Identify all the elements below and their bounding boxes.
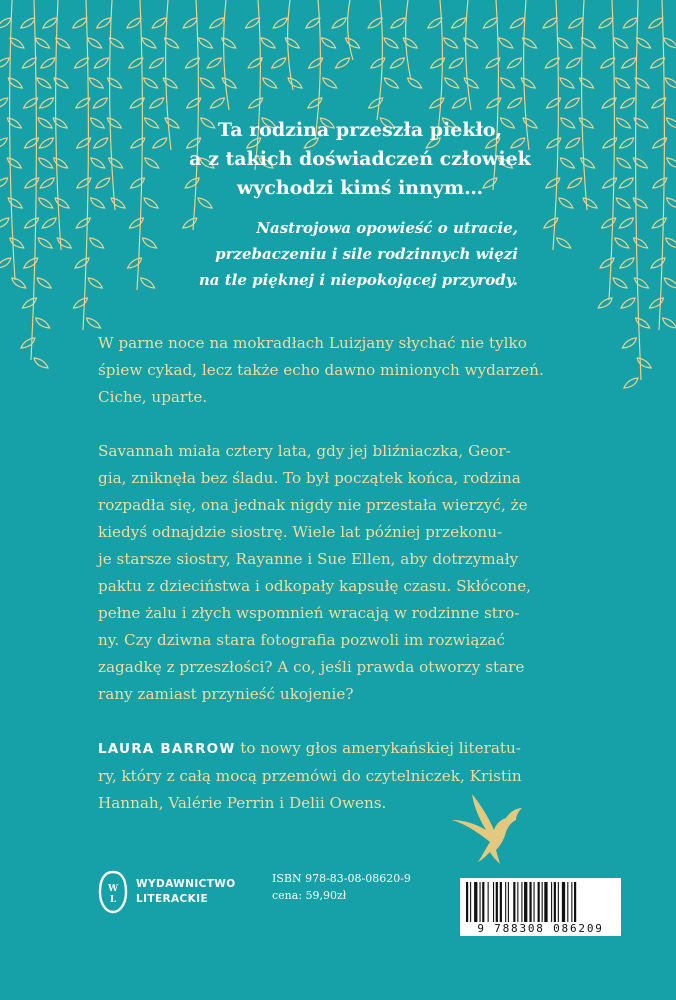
tagline-line: na tle pięknej i niepokojącej przyrody.: [198, 271, 518, 289]
paragraph-line: pełne żalu i złych wspomnień wracają w rodzinne stro-: [98, 604, 520, 622]
paragraph-2: [98, 438, 618, 708]
vine-leaf: [10, 238, 24, 248]
vine-leaf: [25, 218, 39, 228]
vine-leaf: [38, 118, 52, 128]
vine-leaf: [667, 198, 676, 208]
blurb: [98, 330, 618, 817]
publisher-name-line: WYDAWNICTWO: [136, 878, 236, 890]
vine-leaf: [369, 98, 383, 108]
vine-leaf: [143, 238, 157, 248]
vine-leaf: [91, 158, 105, 168]
paragraph-1: [98, 330, 618, 411]
vine-leaf: [559, 198, 573, 208]
barcode-bar: [505, 882, 506, 922]
barcode-bar: [488, 882, 489, 922]
vine-leaf: [666, 118, 676, 128]
vine-leaf: [198, 38, 212, 48]
vine-leaf: [39, 198, 53, 208]
vine-leaf: [96, 178, 110, 188]
vine-leaf: [452, 98, 466, 108]
barcode-bar: [521, 882, 522, 922]
headline-line: a z takich doświadczeń człowiek: [189, 148, 531, 170]
vine-leaf: [0, 138, 7, 148]
vine-leaf: [565, 98, 579, 108]
svg-text:W: W: [107, 884, 119, 894]
vine-leaf: [12, 278, 26, 288]
vine-leaf: [615, 238, 629, 248]
vine-leaf: [637, 38, 651, 48]
paragraph-line: śpiew cykad, lecz także echo dawno minionych wydarzeń.: [98, 361, 544, 379]
vine-leaf: [144, 198, 158, 208]
vine-leaf: [332, 18, 346, 28]
vine-leaf: [41, 58, 55, 68]
vine-leaf: [89, 78, 103, 88]
vine-leaf: [34, 358, 48, 368]
vine-leaf: [288, 78, 302, 88]
vine-leaf: [94, 58, 108, 68]
vine-leaf: [619, 178, 633, 188]
vine-leaf: [603, 178, 617, 188]
vine-leaf: [384, 38, 398, 48]
vine-leaf: [622, 58, 636, 68]
vine-leaf: [152, 18, 166, 28]
vine-leaf: [145, 118, 159, 128]
svg-text:L: L: [109, 895, 117, 905]
paragraph-line: [98, 735, 618, 763]
vine-leaf: [43, 18, 57, 28]
vine-leaf: [652, 218, 666, 228]
vine-leaf: [97, 18, 111, 28]
vine-leaf: [40, 178, 54, 188]
vine-leaf: [651, 58, 665, 68]
barcode-bar: [482, 882, 484, 922]
headline-line: wychodzi kimś innym…: [236, 177, 484, 199]
vine-leaf: [210, 18, 224, 28]
vine-leaf: [483, 18, 497, 28]
vine-leaf: [666, 238, 676, 248]
vine-leaf: [36, 38, 50, 48]
vine-leaf: [0, 218, 9, 228]
vine-leaf: [384, 78, 398, 88]
vine-leaf: [346, 38, 360, 48]
vine-leaf: [615, 78, 629, 88]
vine-leaf: [8, 78, 22, 88]
vine-leaf: [272, 58, 286, 68]
vine-leaf: [111, 198, 125, 208]
barcode-digits: 9 788308 086209: [477, 922, 604, 935]
paragraph-line: paktu z dzieciństwa i odkopały kapsułę czasu. Skłócone,: [98, 577, 532, 595]
vine-leaf: [249, 98, 263, 108]
barcode-bar: [496, 882, 498, 922]
vine-leaf: [36, 318, 50, 328]
vine-leaf: [600, 258, 614, 268]
vine-leaf: [408, 78, 422, 88]
vine-leaf: [263, 78, 277, 88]
vine-leaf: [141, 278, 155, 288]
vine-leaf: [557, 238, 571, 248]
vine-leaf: [664, 38, 676, 48]
vine-leaf: [634, 238, 648, 248]
vine-leaf: [568, 178, 582, 188]
vine-leaf: [637, 358, 651, 368]
vine-leaf: [24, 98, 38, 108]
vine-leaf: [634, 278, 648, 288]
vine-leaf: [129, 218, 143, 228]
vine-leaf: [391, 18, 405, 28]
paragraph-line: gia, zniknęła bez śladu. To był początek końca, rodzina: [98, 469, 521, 487]
vine-leaf: [54, 158, 68, 168]
barcode-bar: [544, 882, 547, 922]
vine-leaf: [42, 218, 56, 228]
vine-leaf: [273, 18, 287, 28]
vine-leaf: [145, 158, 159, 168]
paragraph-line: Hannah, Valérie Perrin i Delii Owens.: [98, 794, 387, 812]
barcode: [460, 878, 621, 936]
barcode-bar: [470, 882, 471, 922]
vine-leaf: [22, 298, 36, 308]
vine-leaf: [0, 58, 9, 68]
bird-in-flight-icon: [450, 790, 540, 870]
vine-leaf: [94, 138, 108, 148]
vine-leaf: [602, 218, 616, 228]
paragraph-line: ry, który z całą mocą przemówi do czytelniczek, Kristin: [98, 767, 522, 785]
barcode-bar: [538, 882, 540, 922]
barcode-bar: [551, 882, 552, 922]
vine-leaf: [21, 338, 35, 348]
vine-leaf: [523, 38, 537, 48]
vine-leaf: [109, 158, 123, 168]
barcode-bar: [466, 882, 468, 922]
vine-strand: [110, 0, 115, 210]
publisher-name: [136, 877, 236, 907]
barcode-bar: [534, 882, 535, 922]
vine-leaf: [566, 58, 580, 68]
vine-leaf: [663, 318, 676, 328]
vine-leaf: [73, 298, 87, 308]
vine-strand: [609, 0, 614, 300]
vine-leaf: [207, 58, 221, 68]
vine-leaf: [598, 298, 612, 308]
publisher-logo-icon: [98, 870, 128, 914]
vine-leaf: [200, 78, 214, 88]
vine-leaf: [667, 158, 676, 168]
vine-strand: [166, 0, 171, 150]
paragraph-line: rany zamiast przynieść ukojenie?: [98, 685, 354, 703]
vine-leaf: [90, 238, 104, 248]
vine-leaf: [7, 158, 21, 168]
vine-leaf: [76, 218, 90, 228]
vine-leaf: [0, 178, 8, 188]
vine-leaf: [430, 98, 444, 108]
vine-leaf: [57, 238, 71, 248]
vine-leaf: [624, 378, 638, 388]
vine-leaf: [649, 298, 663, 308]
vine-leaf: [37, 78, 51, 88]
vine-leaf: [130, 178, 144, 188]
paragraph-line: je starsze siostry, Rayanne i Sue Ellen, aby dotrzymały: [98, 550, 519, 568]
vine-leaf: [581, 158, 595, 168]
vine-leaf: [183, 18, 197, 28]
vine-leaf: [165, 38, 179, 48]
vine-strand: [582, 0, 587, 210]
vine-leaf: [335, 58, 349, 68]
paragraph-line: zagadkę z przeszłości? A co, jeśli prawda otworzy stare: [98, 658, 525, 676]
barcode-bar: [562, 882, 565, 922]
vine-leaf: [0, 18, 11, 28]
vine-leaf: [452, 18, 466, 28]
vine-leaf: [501, 78, 515, 88]
vine-leaf: [622, 338, 636, 348]
vine-leaf: [88, 38, 102, 48]
publisher-block: [98, 870, 236, 914]
barcode-bar: [474, 882, 477, 922]
tagline-line: przebaczeniu i sile rodzinnych więzi: [215, 245, 518, 263]
vine-leaf: [128, 258, 142, 268]
vine-leaf: [508, 98, 522, 108]
vine-leaf: [664, 278, 676, 288]
vine-leaf: [546, 178, 560, 188]
vine-leaf: [306, 18, 320, 28]
vine-leaf: [636, 318, 650, 328]
vine-leaf: [150, 58, 164, 68]
vine-leaf: [621, 98, 635, 108]
vine-leaf: [619, 218, 633, 228]
paragraph-line-rest: to nowy głos amerykańskiej literatu-: [235, 739, 521, 757]
barcode-bar: [558, 882, 559, 922]
paragraph-line: Ciche, uparte.: [98, 388, 208, 406]
headline-line: Ta rodzina przeszła piekło,: [217, 119, 503, 141]
vine-leaf: [109, 38, 123, 48]
vine-leaf: [560, 78, 574, 88]
tagline-line: Nastrojowa opowieść o utracie,: [256, 219, 518, 237]
vine-leaf: [544, 218, 558, 228]
vine-leaf: [621, 298, 635, 308]
vine-leaf: [246, 18, 260, 28]
vine-leaf: [665, 78, 676, 88]
barcode-bar: [508, 882, 509, 922]
vine-leaf: [616, 198, 630, 208]
vine-strand: [224, 0, 229, 110]
vine-leaf: [90, 118, 104, 128]
vine-leaf: [0, 98, 8, 108]
vine-leaf: [579, 118, 593, 128]
vine-leaf: [150, 98, 164, 108]
vine-leaf: [88, 278, 102, 288]
vine-leaf: [449, 58, 463, 68]
paragraph-line: ny. Czy dziwna stara fotografia pozwoli im rozwiązać: [98, 631, 505, 649]
vine-leaf: [368, 18, 382, 28]
headline: [180, 116, 540, 203]
vine-leaf: [558, 38, 572, 48]
vine-leaf: [39, 158, 53, 168]
vine-leaf: [617, 118, 631, 128]
vine-leaf: [222, 78, 236, 88]
publisher-name-line: LITERACKIE: [136, 893, 209, 905]
vine-leaf: [38, 238, 52, 248]
vine-leaf: [444, 38, 458, 48]
tagline: [180, 215, 518, 293]
vine-leaf: [635, 78, 649, 88]
barcode-bar: [554, 882, 556, 922]
vine-leaf: [560, 158, 574, 168]
barcode-bar: [571, 882, 572, 922]
vine-leaf: [613, 278, 627, 288]
vine-leaf: [508, 58, 522, 68]
vine-leaf: [322, 38, 336, 48]
vine-strand: [83, 0, 88, 330]
barcode-bar: [529, 882, 531, 922]
vine-leaf: [445, 78, 459, 88]
vine-leaf: [75, 258, 89, 268]
barcode-bar: [513, 882, 515, 922]
vine-leaf: [390, 58, 404, 68]
isbn: ISBN 978-83-08-08620-9: [272, 872, 411, 885]
vine-leaf: [185, 58, 199, 68]
vine-leaf: [142, 38, 156, 48]
vine-leaf: [614, 38, 628, 48]
vine-leaf: [107, 118, 121, 128]
vine-leaf: [428, 18, 442, 28]
vine-leaf: [87, 318, 101, 328]
vine-leaf: [583, 198, 597, 208]
barcode-bar: [574, 882, 576, 922]
barcode-bar: [517, 882, 518, 922]
vine-leaf: [543, 18, 557, 28]
vine-leaf: [599, 18, 613, 28]
vine-leaf: [566, 138, 580, 148]
vine-leaf: [210, 98, 224, 108]
vine-leaf: [620, 258, 634, 268]
isbn-price: [272, 870, 411, 904]
vine-leaf: [144, 78, 158, 88]
barcode-bar: [542, 882, 543, 922]
vine-leaf: [75, 58, 89, 68]
vine-strand: [659, 0, 664, 330]
vine-leaf: [649, 18, 663, 28]
barcode-bar: [500, 882, 502, 922]
vine-leaf: [464, 78, 478, 88]
vine-leaf: [8, 198, 22, 208]
vine-leaf: [39, 138, 53, 148]
vine-leaf: [617, 158, 631, 168]
vine-leaf: [153, 138, 167, 148]
paragraph-3: [98, 735, 618, 817]
vine-leaf: [308, 98, 322, 108]
vine-leaf: [129, 58, 143, 68]
vine-leaf: [127, 18, 141, 28]
barcode-bar: [480, 882, 481, 922]
author-name: LAURA BARROW: [98, 741, 236, 757]
vine-leaf: [499, 38, 513, 48]
vine-leaf: [561, 118, 575, 128]
vine-leaf: [581, 38, 595, 48]
vine-leaf: [93, 98, 107, 108]
vine-leaf: [24, 258, 38, 268]
vine-strand: [466, 0, 471, 110]
vine-leaf: [651, 258, 665, 268]
vine-leaf: [601, 58, 615, 68]
vine-leaf: [545, 58, 559, 68]
vine-leaf: [620, 138, 634, 148]
barcode-bar: [493, 882, 494, 922]
vine-leaf: [56, 38, 70, 48]
vine-leaf: [39, 98, 53, 108]
vine-leaf: [323, 78, 337, 88]
paragraph-line: rozpadła się, ona jednak nigdy nie przestała wierzyć, że: [98, 496, 528, 514]
vine-leaf: [261, 38, 275, 48]
vine-leaf: [21, 18, 35, 28]
vine-leaf: [73, 18, 87, 28]
paragraph-line: W parne noce na mokradłach Luizjany słychać nie tylko: [98, 334, 527, 352]
vine-leaf: [623, 18, 637, 28]
vine-leaf: [569, 18, 583, 28]
price: cena: 59,90zł: [272, 889, 347, 902]
vine-leaf: [165, 118, 179, 128]
vine-leaf: [510, 18, 524, 28]
vine-strand: [348, 0, 353, 60]
paragraph-line: Savannah miała cztery lata, gdy jej bliźniaczka, Geor-: [98, 442, 511, 460]
vine-leaf: [22, 58, 36, 68]
vine-leaf: [91, 198, 105, 208]
vine-leaf: [37, 278, 51, 288]
vine-leaf: [547, 138, 561, 148]
vine-leaf: [0, 258, 11, 268]
barcode-bar: [524, 882, 527, 922]
vine-leaf: [10, 38, 24, 48]
vine-leaf: [55, 198, 69, 208]
barcode-bar: [567, 882, 568, 922]
paragraph-line: kiedyś odnajdzie siostrę. Wiele lat później przekonu-: [98, 523, 503, 541]
